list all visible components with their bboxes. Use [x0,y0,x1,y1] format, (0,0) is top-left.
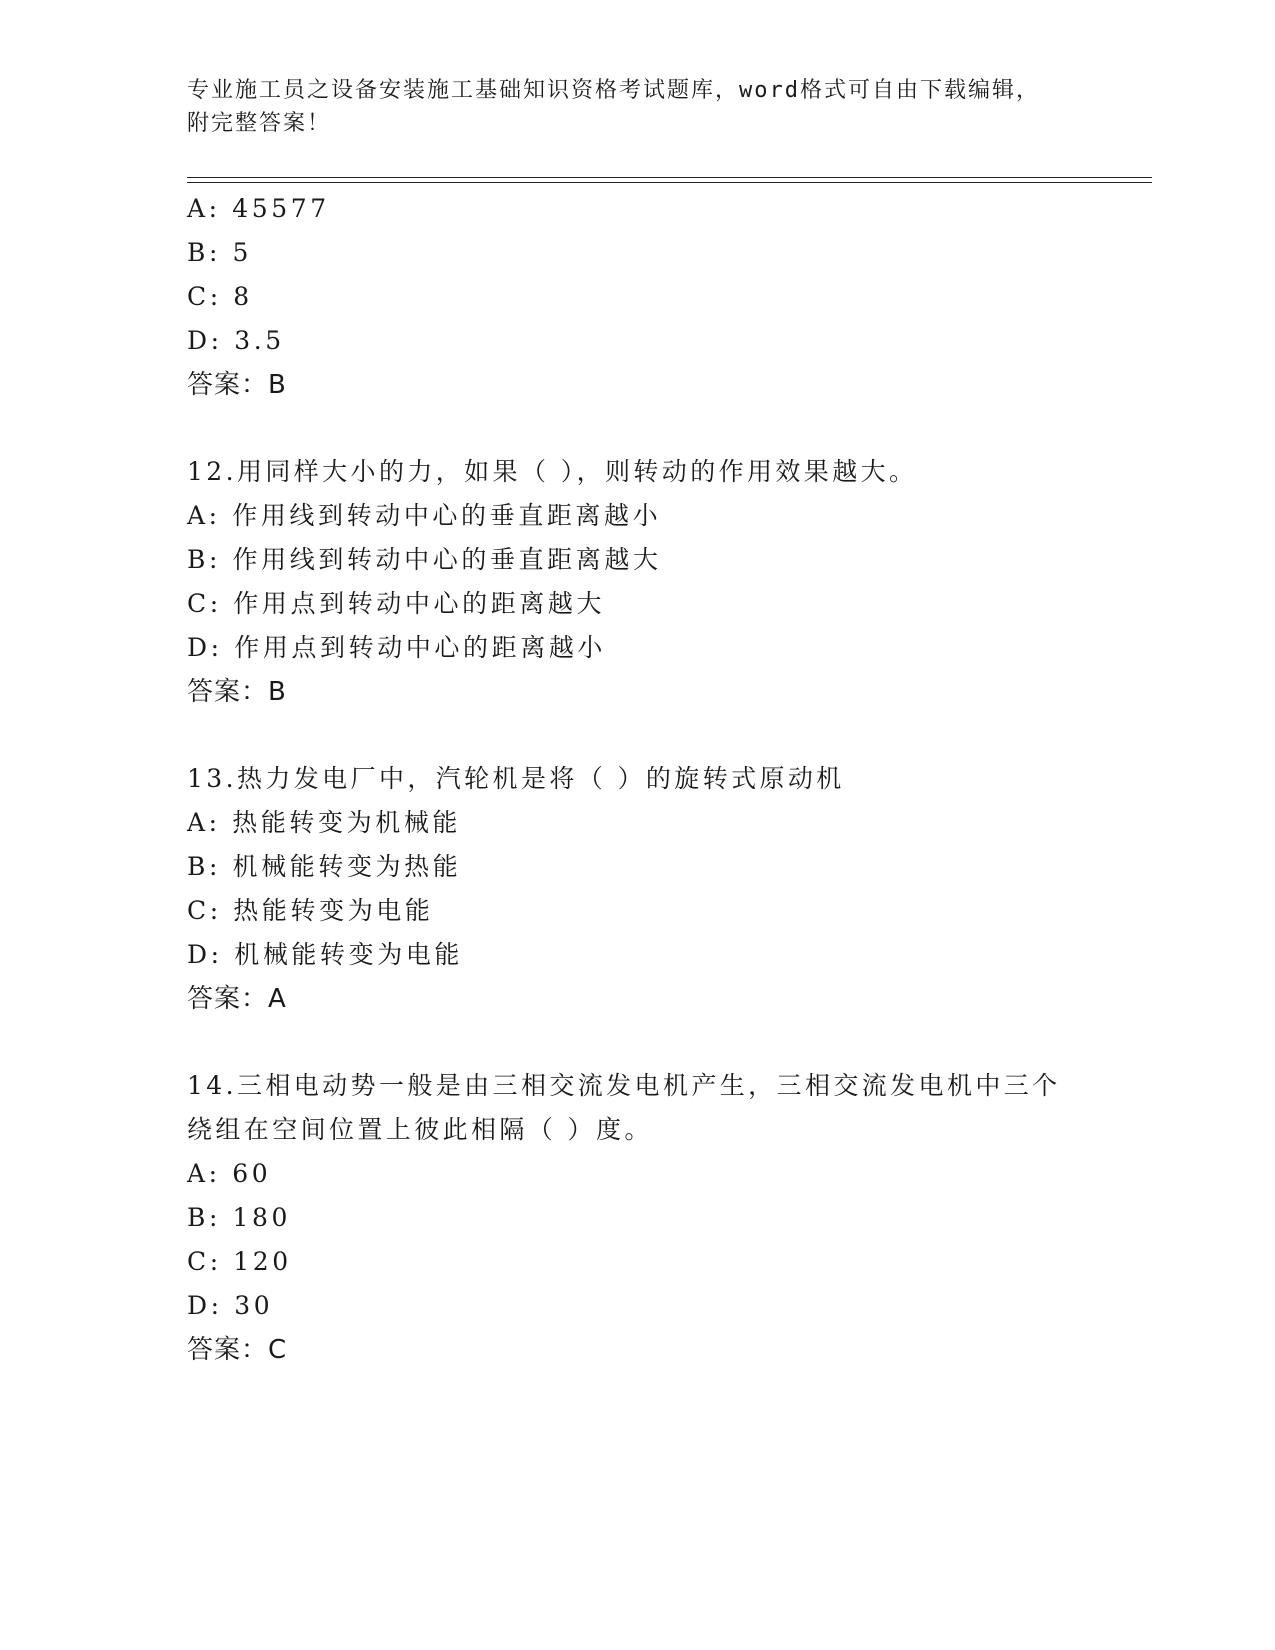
q14-option-a: A: 60 [187,1159,272,1188]
q14-option-b: B: 180 [187,1203,292,1232]
q12-option-c: C: 作用点到转动中心的距离越大 [187,589,606,618]
q13-option-c: C: 热能转变为电能 [187,896,434,925]
header-divider-top [187,177,1152,178]
document-header [187,74,1087,140]
q12-question: 12.用同样大小的力，如果（ ），则转动的作用效果越大。 [187,457,918,486]
q14-option-d: D: 30 [187,1291,274,1320]
q12-option-a: A: 作用线到转动中心的垂直距离越小 [187,501,662,530]
q14-question-line-2: 绕组在空间位置上彼此相隔（ ）度。 [187,1115,653,1144]
q13-question: 13.热力发电厂中，汽轮机是将（ ）的旋转式原动机 [187,764,845,793]
q13-option-b: B: 机械能转变为热能 [187,852,462,881]
q14-answer: 答案：C [187,1335,288,1365]
q11-option-b: B: 5 [187,238,253,267]
q11-option-d: D: 3.5 [187,326,285,355]
q13-answer: 答案：A [187,984,287,1014]
q14-question-line-1: 14.三相电动势一般是由三相交流发电机产生，三相交流发电机中三个 [187,1071,1061,1100]
q13-option-a: A: 热能转变为机械能 [187,808,462,837]
q13-option-d: D: 机械能转变为电能 [187,940,464,969]
q11-option-c: C: 8 [187,282,253,311]
q12-answer: 答案：B [187,677,287,707]
q12-option-d: D: 作用点到转动中心的距离越小 [187,633,607,662]
header-line-1: 专业施工员之设备安装施工基础知识资格考试题库，word格式可自由下载编辑， [187,78,1040,103]
q14-option-c: C: 120 [187,1247,292,1276]
q12-option-b: B: 作用线到转动中心的垂直距离越大 [187,545,662,574]
q11-option-a: A: 45577 [187,194,330,223]
q11-answer: 答案：B [187,370,287,400]
header-line-2: 附完整答案！ [187,111,332,136]
header-divider-bottom [187,182,1152,183]
